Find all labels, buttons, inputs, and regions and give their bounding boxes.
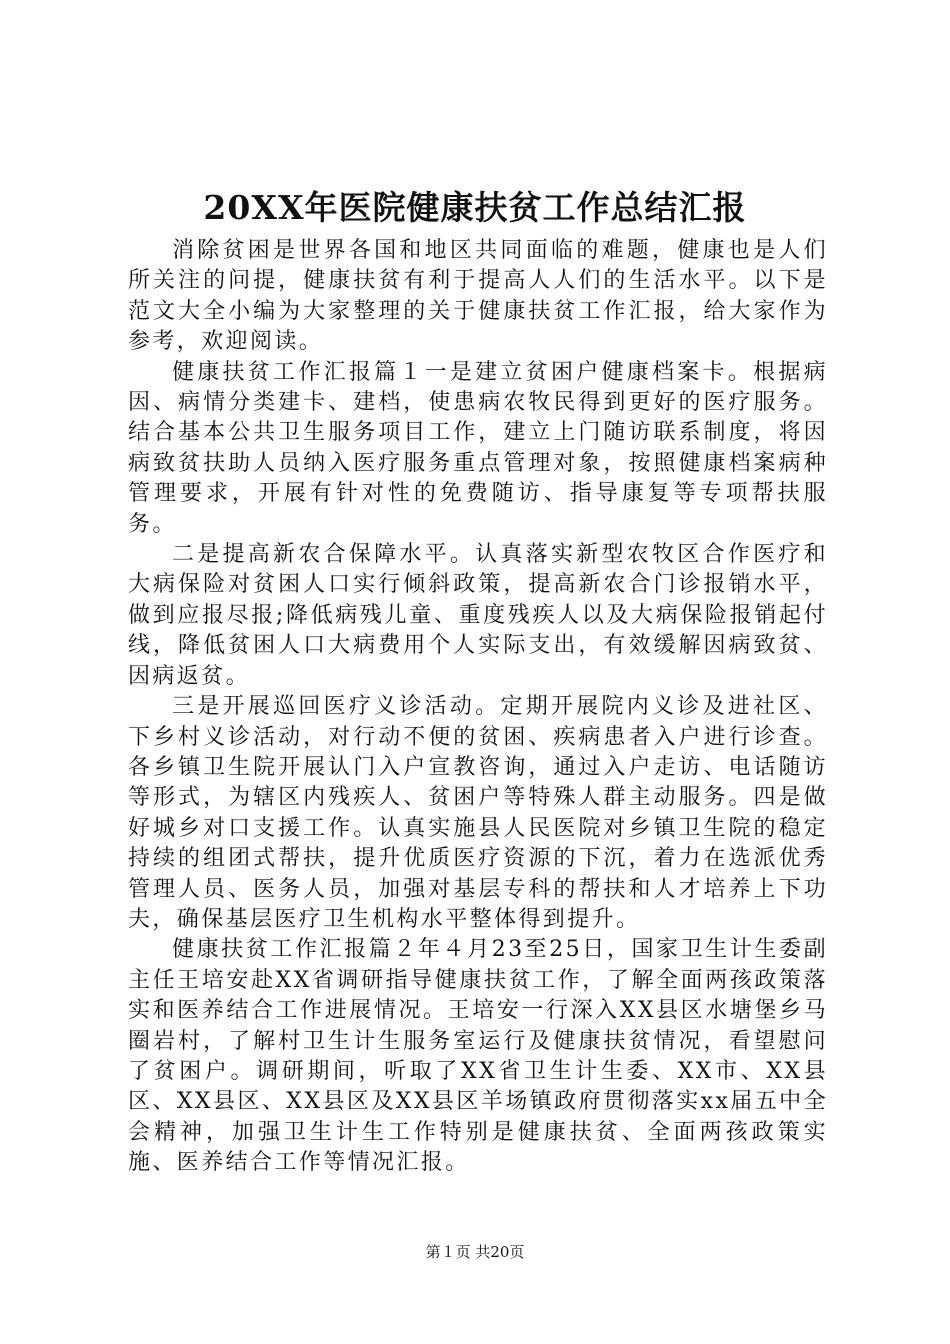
paragraph-intro: 消除贫困是世界各国和地区共同面临的难题，健康也是人们所关注的问提，健康扶贫有利于提高人人们的生活水平。以下是范文大全小编为大家整理的关于健康扶贫工作汇报，给大家作为参考，欢迎阅读。 [128,238,828,355]
paragraph-clinics: 三是开展巡回医疗义诊活动。定期开展院内义诊及进社区、下乡村义诊活动，对行动不便的贫困、疾病患者入户进行诊查。各乡镇卫生院开展认门入户宣教咨询，通过入户走访、电话随访等形式，为辖区内残疾人、贫困户等特殊人群主动服务。四是做好城乡对口支援工作。认真实施县人民医院对乡镇卫生院的稳定持续的组团式帮扶，提升优质医疗资源的下沉，着力在选派优秀管理人员、医务人员，加强对基层专科的帮扶和人才培养上下功夫，确保基层医疗卫生机构水平整体得到提升。 [128,694,828,932]
paragraph-report-2: 健康扶贫工作汇报篇２年４月23至25日，国家卫生计生委副主任王培安赴XX省调研指导健康扶贫工作，了解全面两孩政策落实和医养结合工作进展情况。王培安一行深入XX县区水塘堡乡马圈岩村，了解村卫生计生服务室运行及健康扶贫情况，看望慰问了贫困户。调研期间，听取了XX省卫生计生委、XX市、XX县区、XX县区、XX县区及XX县区羊场镇政府贯彻落实xx届五中全会精神，加强卫生计生工作特别是健康扶贫、全面两孩政策实施、医养结合工作等情况汇报。 [128,937,828,1176]
document-title: 20XX年医院健康扶贫工作总结汇报 [203,188,747,227]
paragraph-report-1: 健康扶贫工作汇报篇１一是建立贫困户健康档案卡。根据病因、病情分类建卡、建档，使患病农牧民得到更好的医疗服务。结合基本公共卫生服务项目工作，建立上门随访联系制度，将因病致贫扶助人员纳入医疗服务重点管理对象，按照健康档案病种管理要求，开展有针对性的免费随访、指导康复等专项帮扶服务。 [128,359,828,537]
page-number: 第１页 共20页 [425,1243,525,1261]
paragraph-insurance: 二是提高新农合保障水平。认真落实新型农牧区合作医疗和大病保险对贫困人口实行倾斜政策，提高新农合门诊报销水平，做到应报尽报;降低病残儿童、重度残疾人以及大病保险报销起付线，降低贫困人口大病费用个人实际支出，有效缓解因病致贫、因病返贫。 [128,542,828,689]
document-body [128,236,828,1179]
